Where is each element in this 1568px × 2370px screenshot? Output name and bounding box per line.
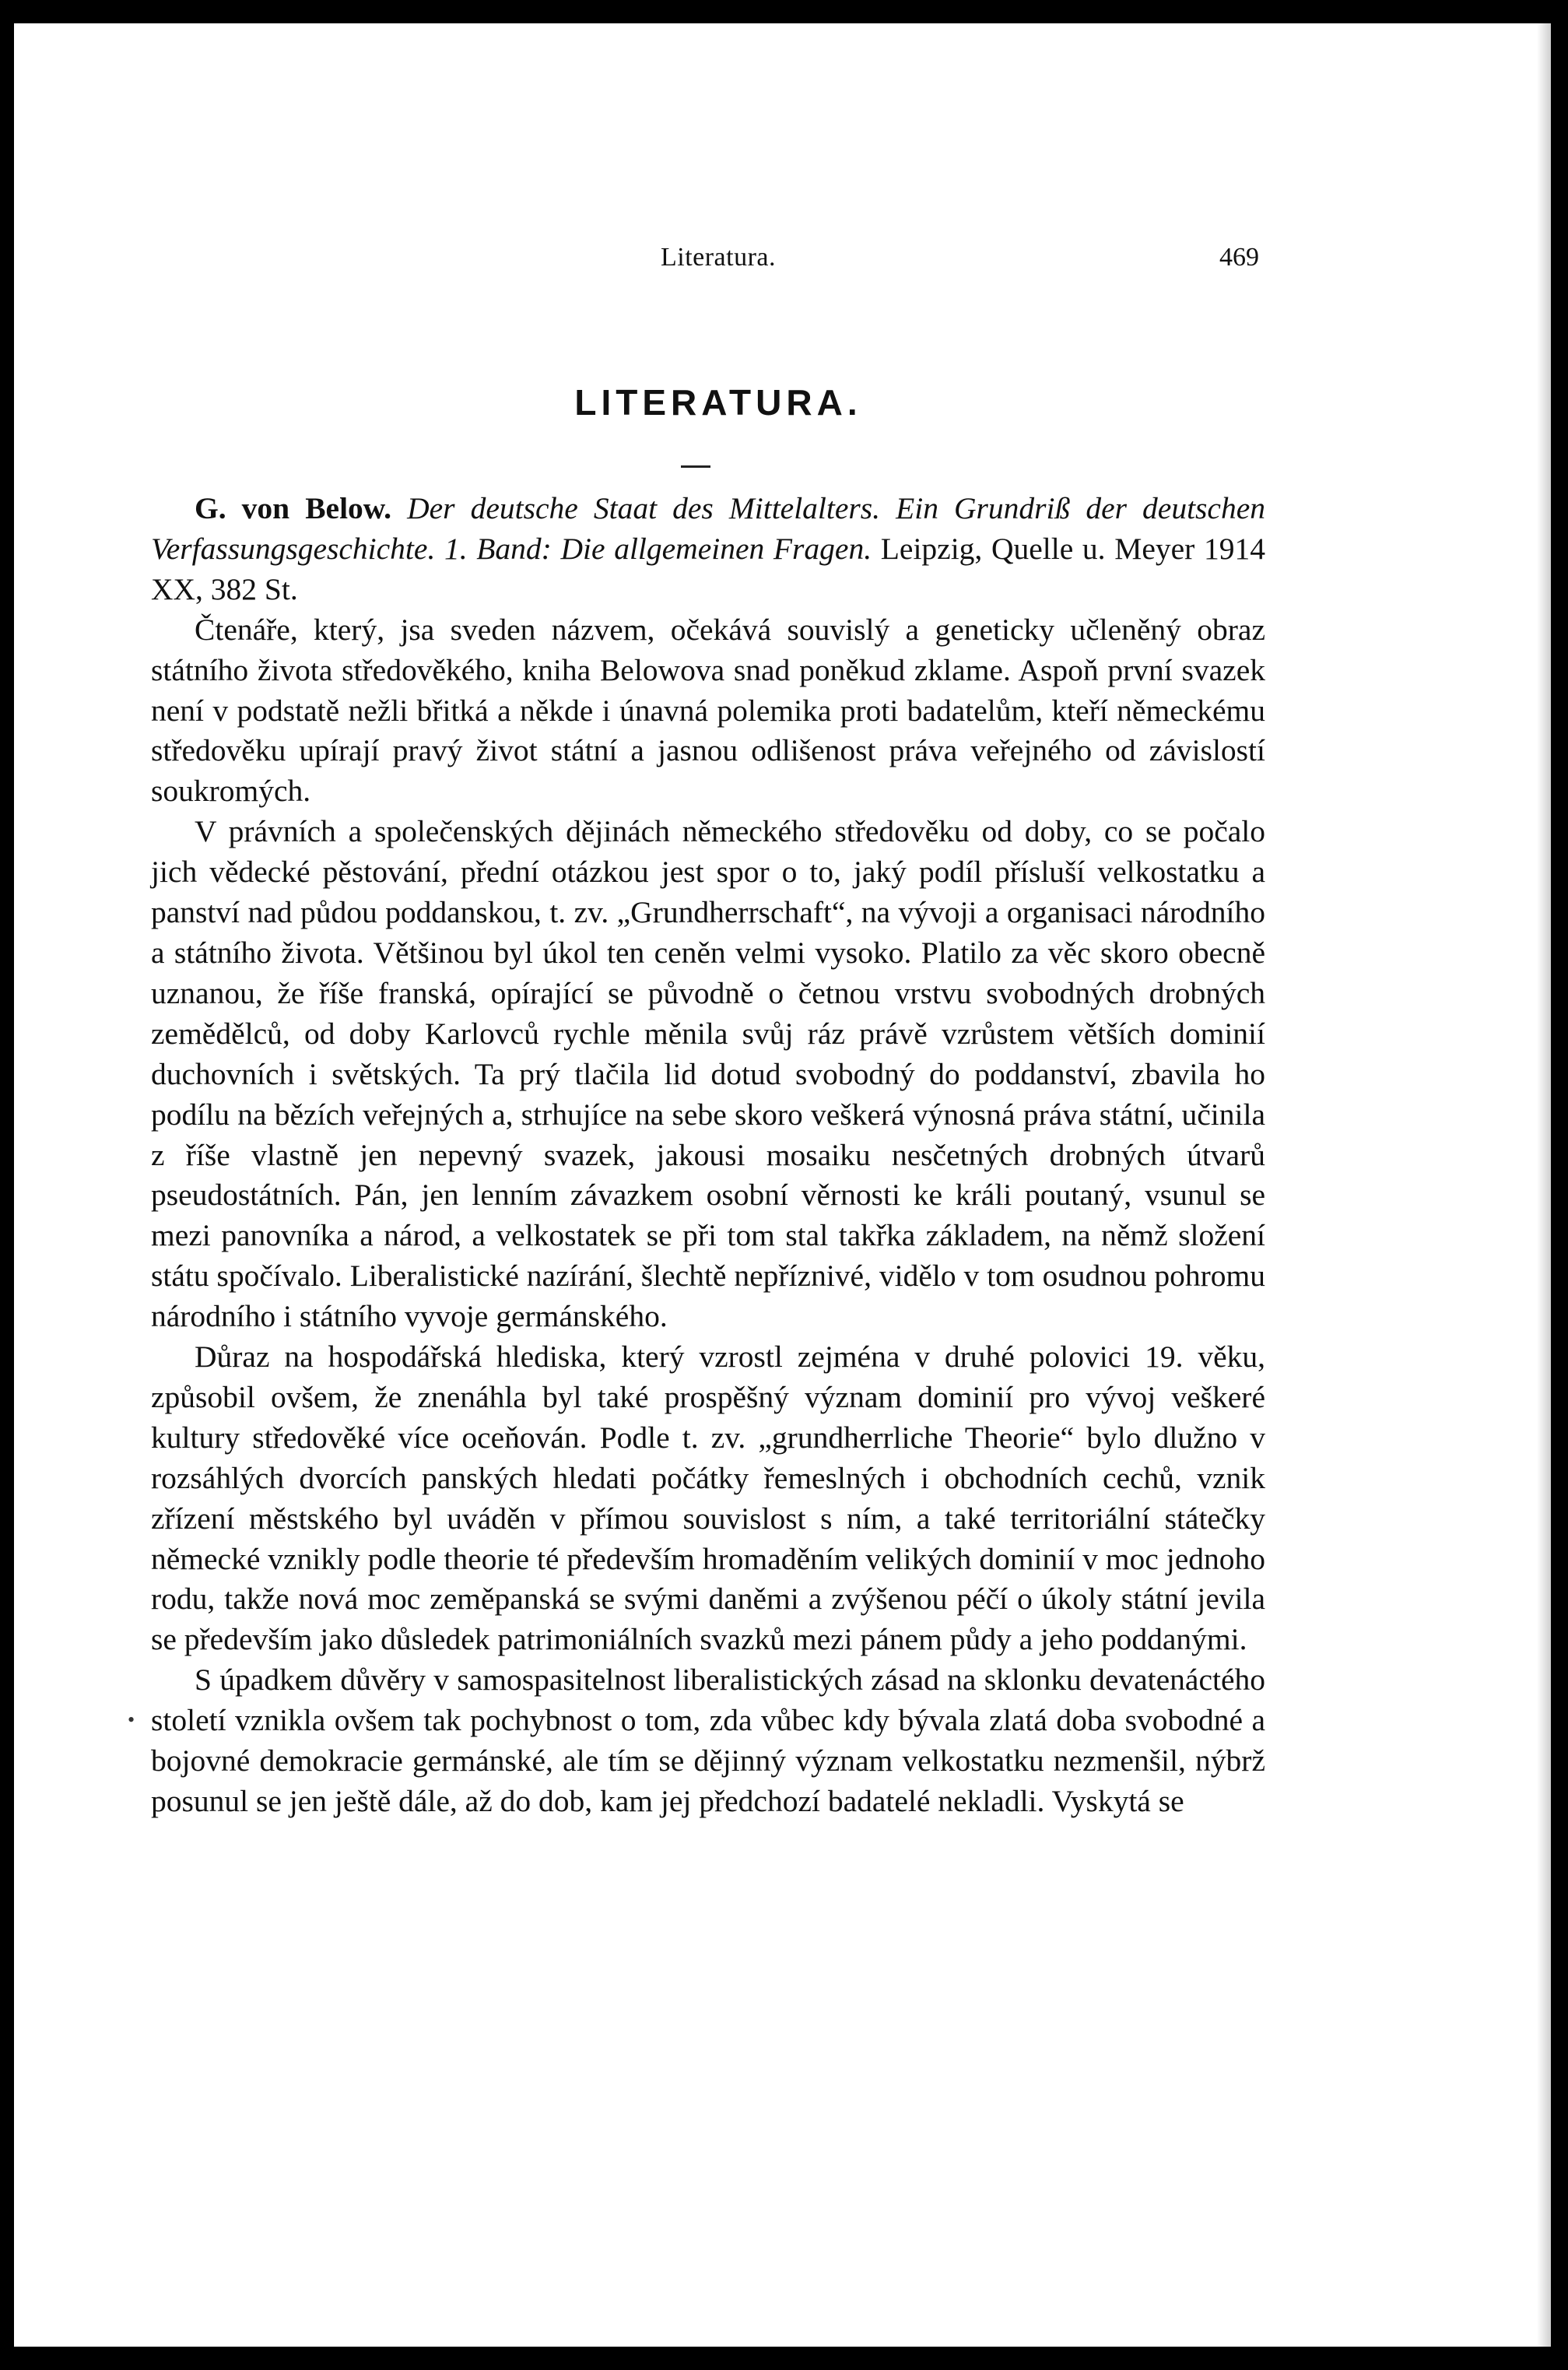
citation-publication: Leipzig, Quelle u. Meyer 1914 XX, 382 St.: [151, 531, 1266, 606]
citation-paragraph: [151, 489, 1265, 610]
title-rule-divider: [681, 465, 710, 468]
book-page: [14, 23, 1551, 2347]
citation-author: G. von Below.: [195, 491, 392, 525]
page-number: 469: [1219, 243, 1259, 272]
body-paragraph-3: Důraz na hospodářská hlediska, který vzrostl zejména v druhé polovici 19. věku, způsobil ovšem, že znenáhla byl také prospěšný význam dominií pro vývoj veškeré kultury středověké více oceňován. Podle t. zv. „grundherrliche Theorie“ bylo dlužno v rozsáhlých dvorcích panských hledati počátky řemeslných i obchodních cechů, vznik zřízení městského byl uváděn v přímou souvislost s ním, a také territoriální státečky německé vznikly podle theorie té především hromaděním velikých dominií v moc jednoho rodu, takže nová moc zeměpanská se svými daněmi a zvýšenou péčí o úkoly státní jevila se především jako důsledek patrimoniálních svazků mezi pánem půdy a jeho poddanými.: [151, 1339, 1265, 1657]
body-paragraph-4: S úpadkem důvěry v samospasitelnost liberalistických zásad na sklonku devatenáctého století vznikla ovšem tak pochybnost o tom, zda vůbec kdy bývala zlatá doba svobodné a bojovné demokracie germánské, ale tím se dějinný význam velkostatku nezmenšil, nýbrž posunul se jen ještě dále, až do dob, kam jej předchozí badatelé nekladli. Vyskytá se: [151, 1663, 1265, 1818]
article-body: [151, 489, 1265, 1822]
running-head: [177, 243, 1259, 290]
margin-dot-mark: •: [128, 1708, 135, 1731]
body-paragraph-1: Čtenáře, který, jsa sveden názvem, očekává souvislý a geneticky učleněný obraz státního života středověkého, kniha Belowova snad poněkud zklame. Aspoň první svazek není v podstatě nežli břitká a někde i únavná polemika proti badatelům, kteří německému středověku upírají pravý život státní a jasnou odlišenost práva veřejného od závislostí soukromých.: [151, 612, 1265, 809]
citation-title: Der deutsche Staat des Mittelalters. Ein Grundriß der deutschen Verfassungsgeschichte. 1. Band: Die allgemeinen Fragen.: [151, 491, 1265, 566]
body-paragraph-2: V právních a společenských dějinách německého středověku od doby, co se počalo jich vědecké pěstování, přední otázkou jest spor o to, jaký podíl přísluší velkostatku a panství nad půdou poddanskou, t. zv. „Grundherrschaft“, na vývoji a organisaci národního a státního života. Většinou byl úkol ten ceněn velmi vysoko. Platilo za věc skoro obecně uznanou, že říše franská, opírající se původně o četnou vrstvu svobodných drobných zemědělců, od doby Karlovců rychle měnila svůj ráz právě vzrůstem větších dominií duchovních i světských. Ta prý tlačila lid dotud svobodný do poddanství, zbavila ho podílu na bězích veřejných a, strhujíce na sebe skoro veškerá výnosná práva státní, učinila z říše vlastně jen nepevný svazek, jakousi mosaiku nesčetných drobných útvarů pseudostátních. Pán, jen lenním závazkem osobní věrnosti ke králi poutaný, vsunul se mezi panovníka a národ, a velkostatek se při tom stal takřka základem, na němž složení státu spočívalo. Liberalistické nazírání, šlechtě nepříznivé, vidělo v tom osudnou pohromu národního i státního vyvoje germánského.: [151, 814, 1265, 1334]
running-title: Literatura.: [660, 243, 777, 272]
page-edge-shadow: [1537, 23, 1551, 2347]
section-title: LITERATURA.: [574, 382, 862, 423]
